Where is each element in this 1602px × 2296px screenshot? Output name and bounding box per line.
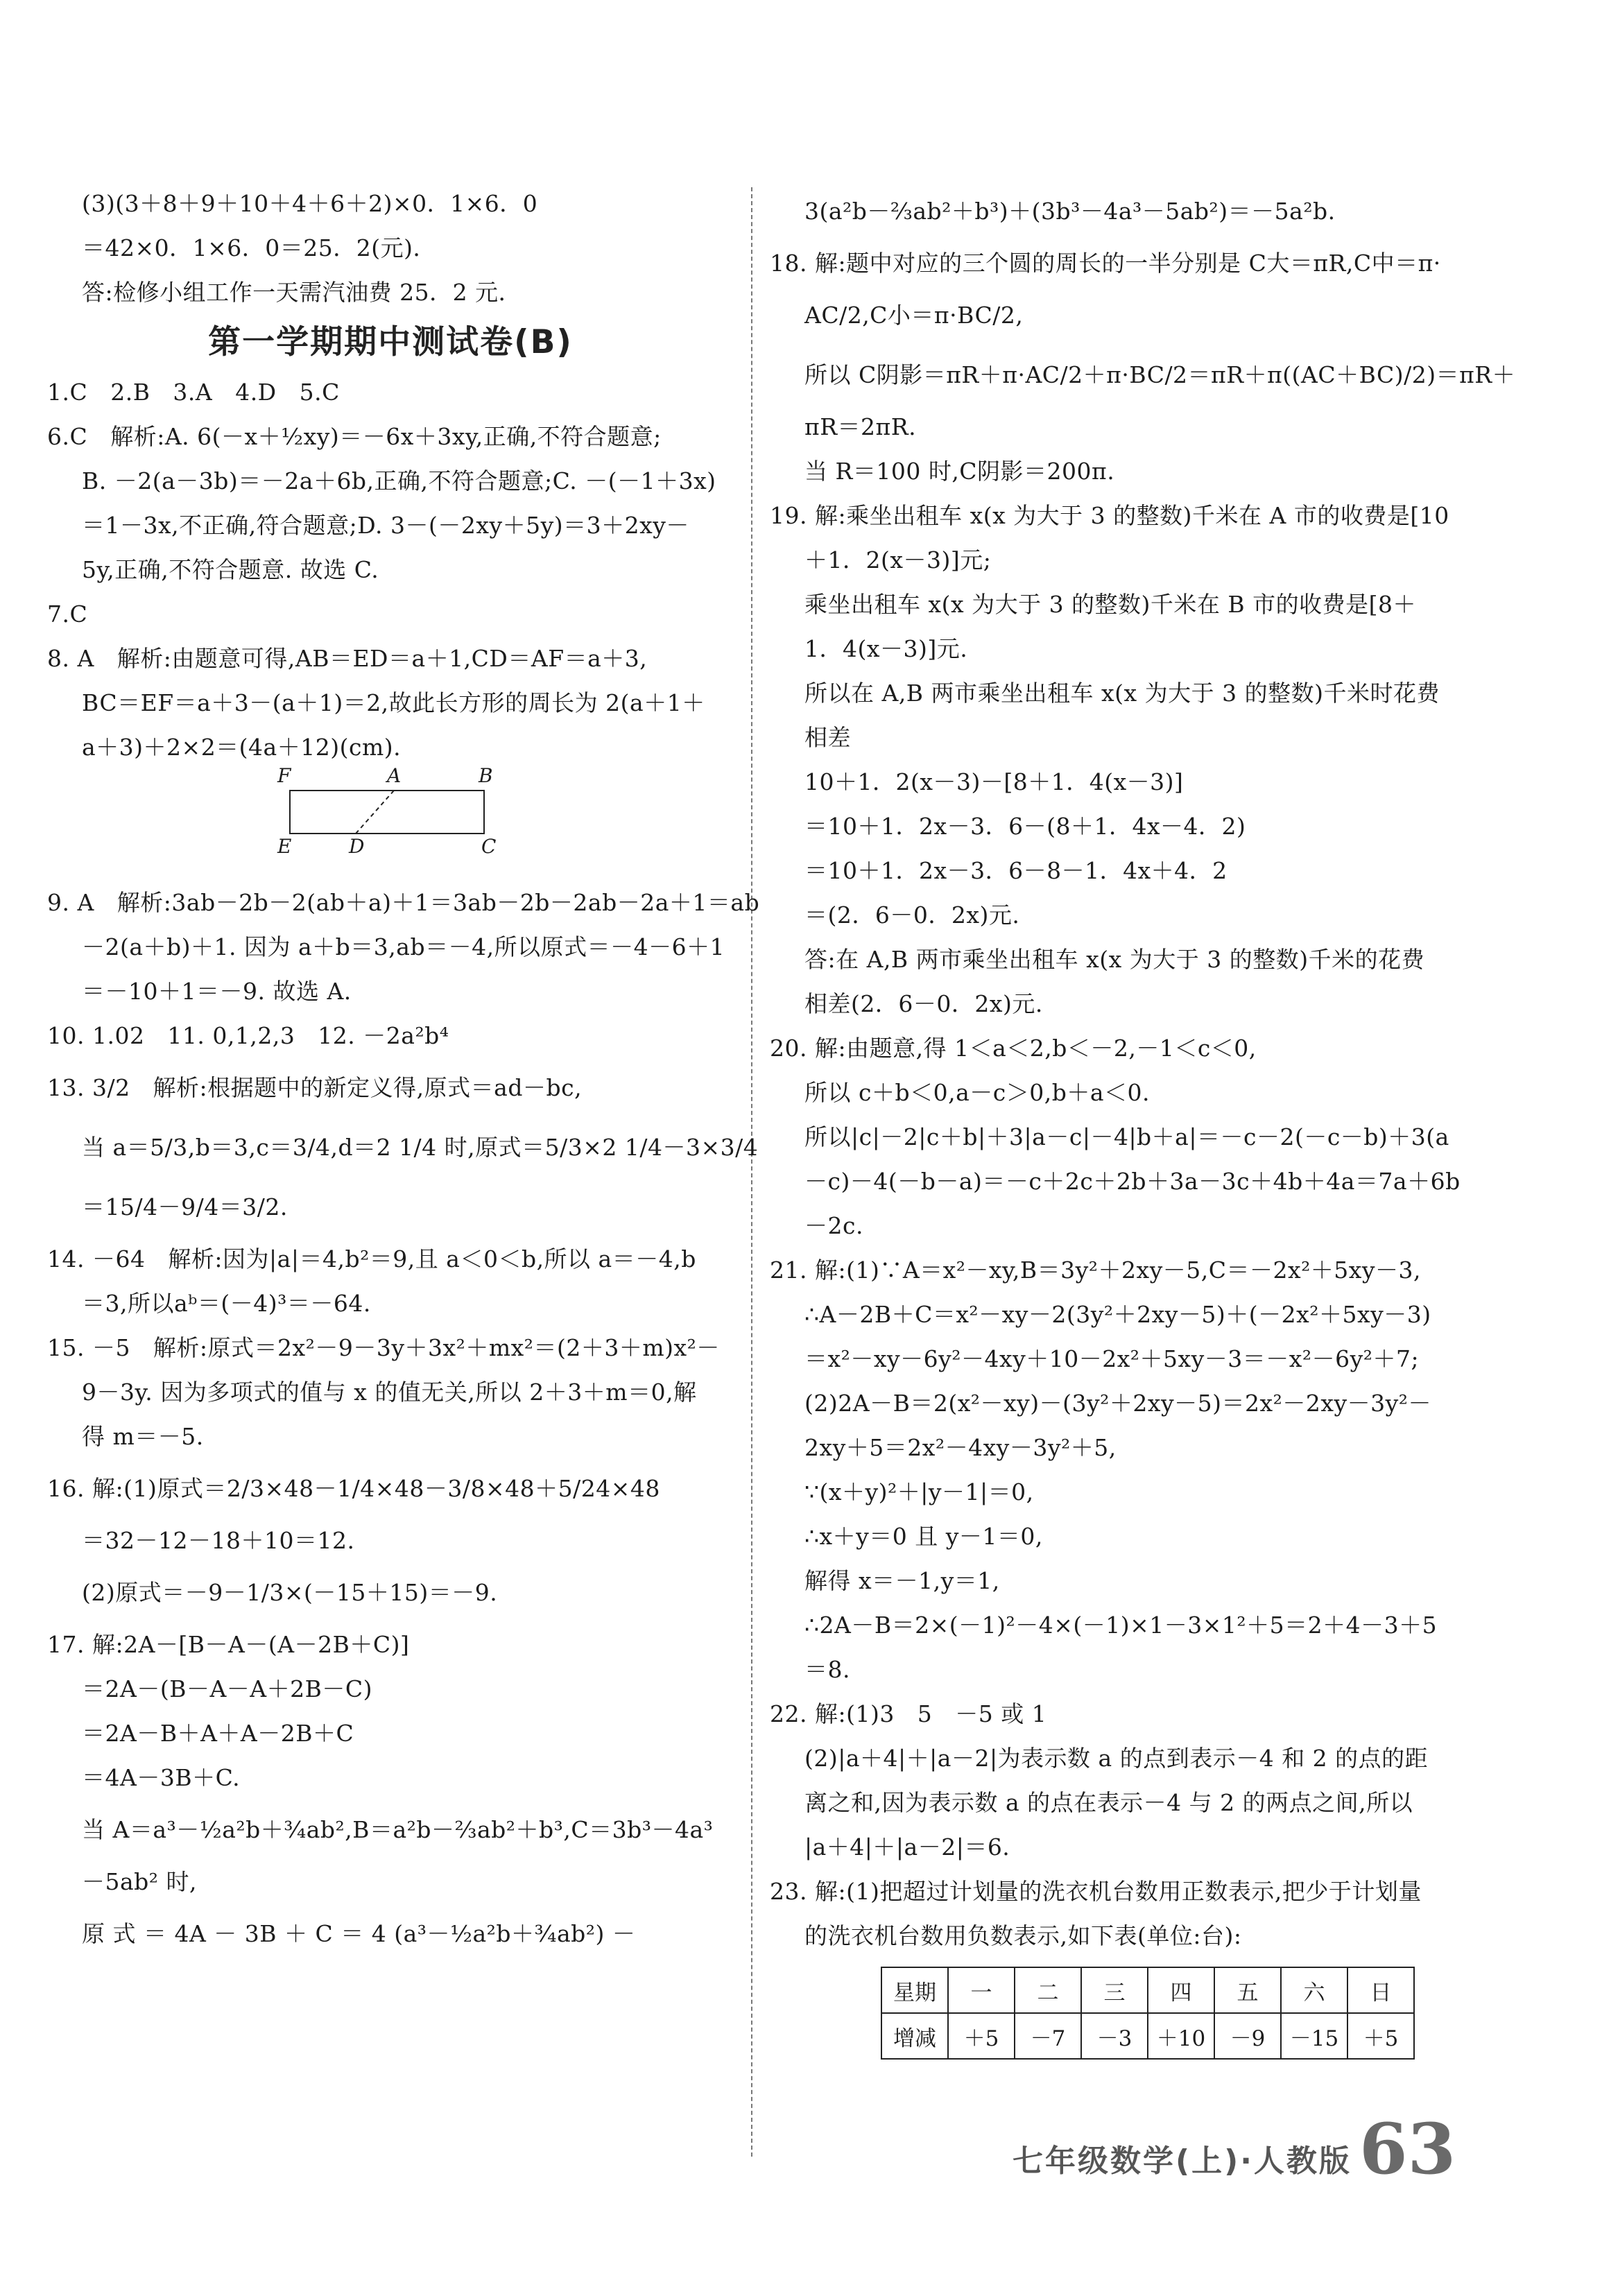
- text-line: ∴x＋y＝0 且 y－1＝0,: [804, 1523, 1043, 1550]
- text-line: 解得 x＝－1,y＝1,: [804, 1567, 1000, 1594]
- text-line: 当 A＝a³－½a²b＋¾ab²,B＝a²b－⅔ab²＋b³,C＝3b³－4a³: [82, 1816, 714, 1843]
- table-header-cell: 星期: [881, 1967, 948, 2013]
- text-line: 相差: [804, 724, 851, 751]
- table-header-cell: 三: [1081, 1967, 1148, 2013]
- text-line: 答:在 A,B 两市乘坐出租车 x(x 为大于 3 的整数)千米的花费: [804, 946, 1425, 973]
- text-line: －5ab² 时,: [82, 1868, 198, 1895]
- text-line: 16. 解:(1)原式＝2/3×48－1/4×48－3/8×48＋5/24×48: [47, 1475, 660, 1502]
- table-cell: ＋5: [948, 2013, 1015, 2059]
- text-line: ＝2A－(B－A－A＋2B－C): [82, 1675, 372, 1702]
- rectangle-shape: [290, 791, 484, 834]
- text-line: 1.C 2.B 3.A 4.D 5.C: [47, 379, 340, 406]
- table-cell: ＋5: [1347, 2013, 1414, 2059]
- text-line: ＝x²－xy－6y²－4xy＋10－2x²＋5xy－3＝－x²－6y²＋7;: [804, 1345, 1420, 1372]
- text-line: 原 式 ＝ 4A － 3B ＋ C ＝ 4 (a³－½a²b＋¾ab²) －: [82, 1920, 636, 1947]
- label-e: E: [277, 835, 292, 858]
- text-line: ＝(2．6－0．2x)元.: [804, 901, 1020, 929]
- text-line: 10＋1．2(x－3)－[8＋1．4(x－3)]: [804, 768, 1184, 795]
- text-line: 所以 C阴影＝πR＋π·AC/2＋π·BC/2＝πR＋π((AC＋BC)/2)＝πR＋: [804, 361, 1516, 388]
- text-line: 的洗衣机台数用负数表示,如下表(单位:台):: [804, 1922, 1242, 1949]
- label-b: B: [479, 764, 493, 787]
- text-line: －2c.: [804, 1212, 863, 1239]
- text-line: ∵(x＋y)²＋|y－1|＝0,: [804, 1478, 1034, 1505]
- table-row: [881, 2013, 1414, 2059]
- table-header-cell: 二: [1015, 1967, 1081, 2013]
- text-line: 9－3y. 因为多项式的值与 x 的值无关,所以 2＋3＋m＝0,解: [82, 1379, 697, 1406]
- text-line: |a＋4|＋|a－2|＝6.: [804, 1833, 1010, 1861]
- text-line: BC＝EF＝a＋3－(a＋1)＝2,故此长方形的周长为 2(a＋1＋: [82, 689, 705, 716]
- text-line: 22. 解:(1)3 5 －5 或 1: [770, 1700, 1047, 1727]
- table-header-cell: 一: [948, 1967, 1015, 2013]
- text-line: 答:检修小组工作一天需汽油费 25．2 元．: [82, 279, 522, 306]
- dashed-segment-ad: [356, 791, 394, 834]
- text-line: 8. A 解析:由题意可得,AB＝ED＝a＋1,CD＝AF＝a＋3,: [47, 645, 648, 672]
- text-line: 15. －5 解析:原式＝2x²－9－3y＋3x²＋mx²＝(2＋3＋m)x²－: [47, 1334, 720, 1361]
- text-line: 18. 解:题中对应的三个圆的周长的一半分别是 C大＝πR,C中＝π·: [770, 250, 1441, 277]
- table-cell: －7: [1015, 2013, 1081, 2059]
- text-line: ＝1－3x,不正确,符合题意;D. 3－(－2xy＋5y)＝3＋2xy－: [82, 512, 689, 539]
- table-header-cell: 四: [1148, 1967, 1214, 2013]
- text-line: 所以在 A,B 两市乘坐出租车 x(x 为大于 3 的整数)千米时花费: [804, 680, 1440, 707]
- text-line: 当 R＝100 时,C阴影＝200π.: [804, 458, 1115, 485]
- text-line: 20. 解:由题意,得 1＜a＜2,b＜－2,－1＜c＜0,: [770, 1035, 1257, 1062]
- text-line: AC/2,C小＝π·BC/2,: [804, 302, 1024, 329]
- text-line: 1．4(x－3)]元.: [804, 635, 968, 662]
- text-line: B. －2(a－3b)＝－2a＋6b,正确,不符合题意;C. －(－1＋3x): [82, 467, 716, 494]
- text-line: (2)2A－B＝2(x²－xy)－(3y²＋2xy－5)＝2x²－2xy－3y²－: [804, 1390, 1431, 1417]
- washing-machine-table: [881, 1967, 1415, 2060]
- text-line: 6.C 解析:A. 6(－x＋½xy)＝－6x＋3xy,正确,不符合题意;: [47, 423, 662, 450]
- answers-17-23: [770, 182, 1516, 1958]
- text-line: (3)(3＋8＋9＋10＋4＋6＋2)×0．1×6．0: [82, 190, 538, 217]
- text-line: 3(a²b－⅔ab²＋b³)＋(3b³－4a³－5ab²)＝－5a²b.: [804, 198, 1336, 225]
- rectangle-diagram: [276, 770, 567, 881]
- table-cell: －9: [1214, 2013, 1281, 2059]
- text-line: ＝32－12－18＋10＝12.: [82, 1527, 355, 1554]
- text-line: ＝－10＋1＝－9. 故选 A.: [82, 978, 352, 1005]
- table-header-cell: 日: [1347, 1967, 1414, 2013]
- text-line: 所以|c|－2|c＋b|＋3|a－c|－4|b＋a|＝－c－2(－c－b)＋3(a: [804, 1123, 1449, 1150]
- text-line: 10. 1.02 11. 0,1,2,3 12. －2a²b⁴: [47, 1022, 449, 1049]
- text-line: 13. 3/2 解析:根据题中的新定义得,原式＝ad－bc,: [47, 1074, 583, 1101]
- text-line: 离之和,因为表示数 a 的点在表示－4 与 2 的两点之间,所以: [804, 1789, 1413, 1816]
- table-header-cell: 六: [1281, 1967, 1347, 2013]
- text-line: ∴2A－B＝2×(－1)²－4×(－1)×1－3×1²＋5＝2＋4－3＋5: [804, 1612, 1438, 1639]
- text-line: 9. A 解析:3ab－2b－2(ab＋a)＋1＝3ab－2b－2ab－2a＋1＝ab: [47, 889, 760, 916]
- label-d: D: [349, 835, 365, 858]
- label-c: C: [481, 835, 497, 858]
- rectangle-figure: [276, 764, 567, 881]
- text-line: ＝4A－3B＋C.: [82, 1764, 241, 1791]
- text-line: ＝10＋1．2x－3．6－8－1．4x＋4．2: [804, 857, 1228, 884]
- table-header-cell: 五: [1214, 1967, 1281, 2013]
- table-cell: －15: [1281, 2013, 1347, 2059]
- table-cell: －3: [1081, 2013, 1148, 2059]
- prev-answer-block: [47, 182, 734, 315]
- table-header-row: [881, 1967, 1414, 2013]
- text-line: 19. 解:乘坐出租车 x(x 为大于 3 的整数)千米在 A 市的收费是[10: [770, 502, 1449, 529]
- table-cell: ＋10: [1148, 2013, 1214, 2059]
- footer: [1013, 2108, 1498, 2198]
- label-f: F: [277, 764, 291, 787]
- text-line: πR＝2πR.: [804, 413, 917, 440]
- text-line: ＝15/4－9/4＝3/2.: [82, 1193, 288, 1220]
- text-line: 23. 解:(1)把超过计划量的洗衣机台数用正数表示,把少于计划量: [770, 1878, 1422, 1905]
- text-line: 相差(2．6－0．2x)元.: [804, 990, 1043, 1017]
- text-line: －c)－4(－b－a)＝－c＋2c＋2b＋3a－3c＋4b＋4a＝7a＋6b: [804, 1168, 1461, 1195]
- answers-9-17: [47, 881, 760, 1964]
- text-line: (2)原式＝－9－1/3×(－15＋15)＝－9.: [82, 1579, 498, 1606]
- text-line: a＋3)＋2×2＝(4a＋12)(cm).: [82, 734, 402, 761]
- text-line: 所以 c＋b＜0,a－c＞0,b＋a＜0.: [804, 1079, 1151, 1106]
- text-line: ＝2A－B＋A＋A－2B＋C: [82, 1720, 354, 1747]
- footer-text: 七年级数学(上)·人教版: [1013, 2143, 1352, 2179]
- text-line: ＝42×0．1×6．0＝25．2(元)．: [82, 234, 437, 261]
- table-cell: 增减: [881, 2013, 948, 2059]
- text-line: ＝3,所以aᵇ＝(－4)³＝－64.: [82, 1290, 371, 1317]
- text-line: 乘坐出租车 x(x 为大于 3 的整数)千米在 B 市的收费是[8＋: [804, 591, 1417, 618]
- text-line: 7.C: [47, 601, 88, 628]
- text-line: 得 m＝－5.: [82, 1423, 204, 1450]
- text-line: ∴A－2B＋C＝x²－xy－2(3y²＋2xy－5)＋(－2x²＋5xy－3): [804, 1301, 1431, 1328]
- text-line: 17. 解:2A－[B－A－(A－2B＋C)]: [47, 1631, 410, 1658]
- text-line: －2(a＋b)＋1. 因为 a＋b＝3,ab＝－4,所以原式＝－4－6＋1: [82, 933, 725, 960]
- text-line: 21. 解:(1)∵A＝x²－xy,B＝3y²＋2xy－5,C＝－2x²＋5xy－3,: [770, 1257, 1422, 1284]
- text-line: (2)|a＋4|＋|a－2|为表示数 a 的点到表示－4 和 2 的点的距: [804, 1745, 1429, 1772]
- text-line: 2xy＋5＝2x²－4xy－3y²＋5,: [804, 1434, 1117, 1461]
- text-line: ＝8.: [804, 1656, 850, 1683]
- text-line: ＋1．2(x－3)]元;: [804, 546, 992, 573]
- right-column: [770, 182, 1516, 2060]
- page-number: 63: [1359, 2108, 1456, 2190]
- text-line: 5y,正确,不符合题意. 故选 C.: [82, 556, 379, 583]
- label-a: A: [387, 764, 402, 787]
- left-column: [47, 182, 760, 1964]
- section-title: 第一学期期中测试卷(B): [208, 323, 573, 361]
- answers-1-8: [47, 370, 734, 770]
- text-line: 14. －64 解析:因为|a|＝4,b²＝9,且 a＜0＜b,所以 a＝－4,b: [47, 1245, 696, 1272]
- text-line: ＝10＋1．2x－3．6－(8＋1．4x－4．2): [804, 813, 1246, 840]
- text-line: 当 a＝5/3,b＝3,c＝3/4,d＝2 1/4 时,原式＝5/3×2 1/4－3×3/4: [82, 1134, 759, 1161]
